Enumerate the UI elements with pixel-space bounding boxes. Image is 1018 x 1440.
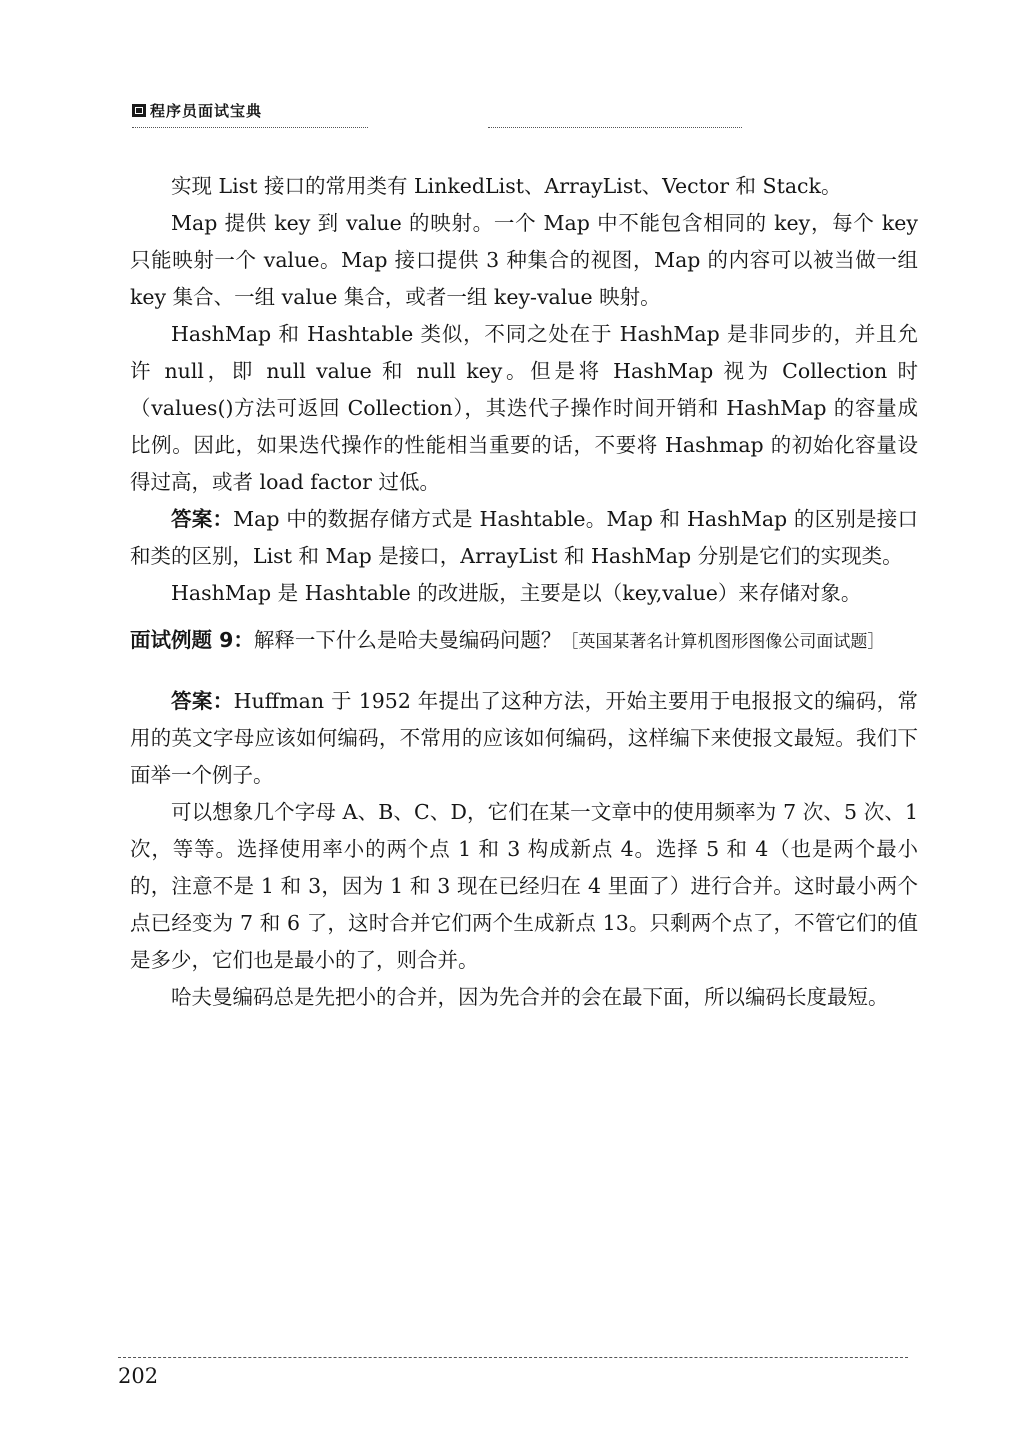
answer-lead: 答案： xyxy=(171,689,234,713)
answer-paragraph xyxy=(130,501,918,575)
paragraph: 哈夫曼编码总是先把小的合并，因为先合并的会在最下面，所以编码长度最短。 xyxy=(171,985,889,1009)
question-label: 面试例题 9： xyxy=(130,628,254,652)
paragraph: 实现 List 接口的常用类有 LinkedList、ArrayList、Vector 和 Stack。 xyxy=(171,174,842,198)
header-rule-left xyxy=(132,127,368,128)
header-rule-right xyxy=(488,127,742,128)
answer-paragraph xyxy=(130,683,918,794)
running-header xyxy=(132,100,262,121)
header-title: 程序员面试宝典 xyxy=(150,102,263,120)
page-body xyxy=(130,168,918,1016)
question-source: ［英国某著名计算机图形图像公司面试题］ xyxy=(561,632,885,652)
interview-question xyxy=(130,622,918,661)
page-number: 202 xyxy=(118,1364,159,1388)
answer-text: Map 中的数据存储方式是 Hashtable。Map 和 HashMap 的区别是接口和类的区别，List 和 Map 是接口，ArrayList 和 HashMap 分别是它们的实现类。 xyxy=(130,507,919,568)
answer-lead: 答案： xyxy=(171,507,234,531)
answer-text: Huffman 于 1952 年提出了这种方法，开始主要用于电报报文的编码，常用的英文字母应该如何编码，不常用的应该如何编码，这样编下来使报文最短。我们下面举一个例子。 xyxy=(130,689,918,787)
book-logo-icon xyxy=(132,104,146,117)
footer-rule xyxy=(118,1357,908,1358)
paragraph: Map 提供 key 到 value 的映射。一个 Map 中不能包含相同的 key，每个 key 只能映射一个 value。Map 接口提供 3 种集合的视图，Map 的内容可以被当做一组 key 集合、一组 value 集合，或者一组 key-value 映射。 xyxy=(130,211,918,309)
paragraph: 可以想象几个字母 A、B、C、D，它们在某一文章中的使用频率为 7 次、5 次、1 次，等等。选择使用率小的两个点 1 和 3 构成新点 4。选择 5 和 4（也是两个最小的，注意不是 1 和 3，因为 1 和 3 现在已经归在 4 里面了）进行合并。这时最小两个点已经变为 7 和 6 了，这时合并它们两个生成新点 13。只剩两个点了，不管它们的值是多少，它们也是最小的了，则合并。 xyxy=(130,800,918,972)
paragraph: HashMap 和 Hashtable 类似，不同之处在于 HashMap 是非同步的，并且允许 null，即 null value 和 null key。但是将 HashMap 视为 Collection 时（values()方法可返回 Collection），其迭代子操作时间开销和 HashMap 的容量成比例。因此，如果迭代操作的性能相当重要的话，不要将 Hashmap 的初始化容量设得过高，或者 load factor 过低。 xyxy=(130,322,918,494)
paragraph: HashMap 是 Hashtable 的改进版，主要是以（key,value）来存储对象。 xyxy=(171,581,862,605)
question-text: 解释一下什么是哈夫曼编码问题？ xyxy=(253,628,562,652)
